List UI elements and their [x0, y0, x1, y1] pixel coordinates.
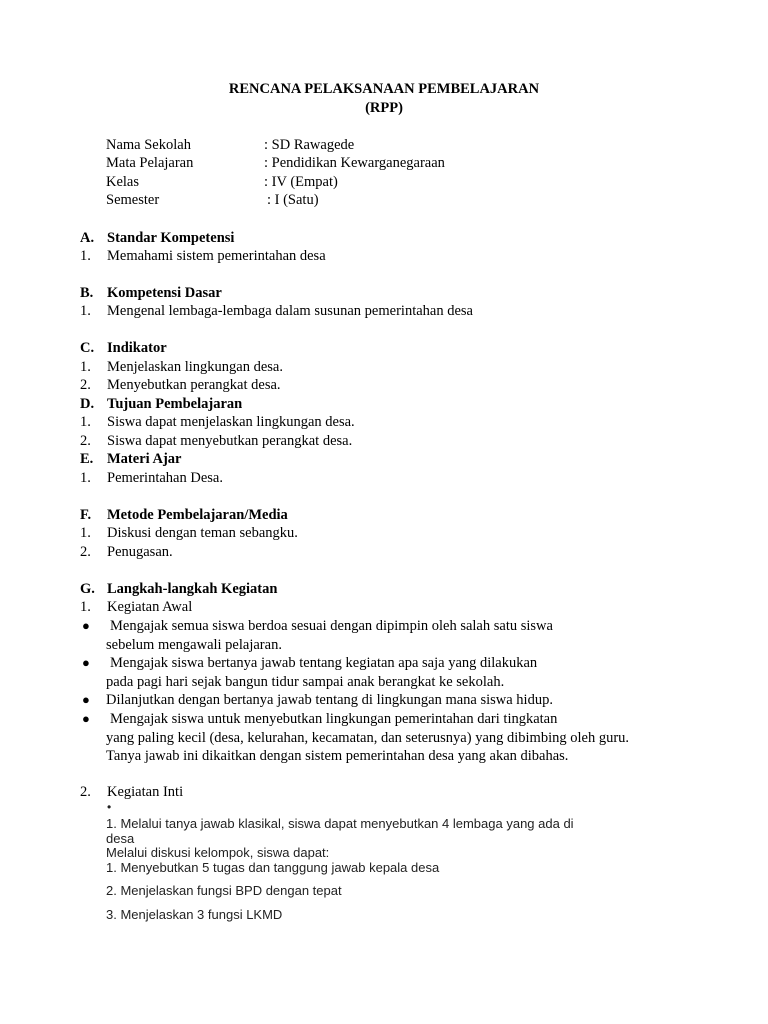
identity-value: : I (Satu)	[267, 192, 319, 208]
list-item: 2. Siswa dapat menyebutkan perangkat desa.	[80, 433, 353, 449]
bullet-item: ● Mengajak semua siswa berdoa sesuai dengan dipimpin oleh salah satu siswa sebelum mengawali pelajaran.	[82, 618, 553, 653]
list-item-kegiatan-inti: 2. Kegiatan Inti	[80, 784, 184, 800]
section-heading-a: A. Standar Kompetensi	[80, 230, 235, 246]
bullet-item: ● Mengajak siswa bertanya jawab tentang kegiatan apa saja yang dilakukan pada pagi hari sejak bangun tidur sampai anak berangkat ke sekolah.	[82, 655, 538, 690]
list-item: 1. Menjelaskan lingkungan desa.	[80, 359, 283, 375]
bullet-icon: ●	[82, 655, 90, 670]
inti-subitem: 3. Menjelaskan 3 fungsi LKMD	[106, 907, 283, 922]
section-heading-g: G. Langkah-langkah Kegiatan	[80, 581, 278, 597]
bullet-item: ● Dilanjutkan dengan bertanya jawab tentang di lingkungan mana siswa hidup.	[82, 692, 553, 708]
identity-label: Mata Pelajaran	[106, 155, 194, 171]
identity-row-subject	[106, 155, 445, 172]
identity-row-semester	[106, 192, 319, 209]
section-heading-b: B. Kompetensi Dasar	[80, 285, 222, 301]
identity-label: Nama Sekolah	[106, 137, 191, 153]
identity-value: : Pendidikan Kewarganegaraan	[264, 155, 445, 171]
bullet-icon: ●	[82, 692, 90, 707]
list-item: 2. Penugasan.	[80, 544, 173, 560]
inti-subitem: 1. Menyebutkan 5 tugas dan tanggung jawab kepala desa	[106, 860, 440, 875]
list-item-kegiatan-awal: 1. Kegiatan Awal	[80, 599, 193, 615]
list-item: 2. Menyebutkan perangkat desa.	[80, 377, 281, 393]
bullet-icon: •	[107, 800, 112, 814]
bullet-icon: ●	[82, 711, 90, 726]
identity-label: Semester	[106, 192, 160, 208]
identity-value: : IV (Empat)	[264, 174, 338, 190]
inti-line: 1. Melalui tanya jawab klasikal, siswa dapat menyebutkan 4 lembaga yang ada di	[106, 816, 574, 831]
bullet-item: ● Mengajak siswa untuk menyebutkan lingkungan pemerintahan dari tingkatan yang paling kecil (desa, kelurahan, kecamatan, dan seterusnya) yang dibimbing oleh guru. Tanya jawab ini dikaitkan dengan sistem pemerintahan desa yang akan dibahas.	[82, 711, 630, 765]
inti-line: Melalui diskusi kelompok, siswa dapat:	[106, 845, 330, 860]
identity-row-class	[106, 174, 338, 191]
inti-subitem: 2. Menjelaskan fungsi BPD dengan tepat	[106, 883, 342, 898]
document-title: RENCANA PELAKSANAAN PEMBELAJARAN	[228, 81, 540, 97]
section-heading-f: F. Metode Pembelajaran/Media	[80, 507, 288, 523]
section-heading-e: E. Materi Ajar	[80, 451, 182, 467]
section-heading-d: D. Tujuan Pembelajaran	[80, 396, 243, 412]
identity-label: Kelas	[106, 174, 140, 190]
list-item: 1. Siswa dapat menjelaskan lingkungan desa.	[80, 414, 355, 430]
list-item: 1. Diskusi dengan teman sebangku.	[80, 525, 298, 541]
identity-row-school	[106, 137, 354, 154]
bullet-icon: ●	[82, 618, 90, 633]
identity-value: : SD Rawagede	[264, 137, 355, 153]
document-subtitle: (RPP)	[365, 100, 403, 116]
inti-line: desa	[106, 831, 135, 846]
section-heading-c: C. Indikator	[80, 340, 167, 356]
list-item: 1. Mengenal lembaga-lembaga dalam susunan pemerintahan desa	[80, 303, 473, 319]
list-item: 1. Pemerintahan Desa.	[80, 470, 223, 486]
list-item: 1. Memahami sistem pemerintahan desa	[80, 248, 326, 264]
